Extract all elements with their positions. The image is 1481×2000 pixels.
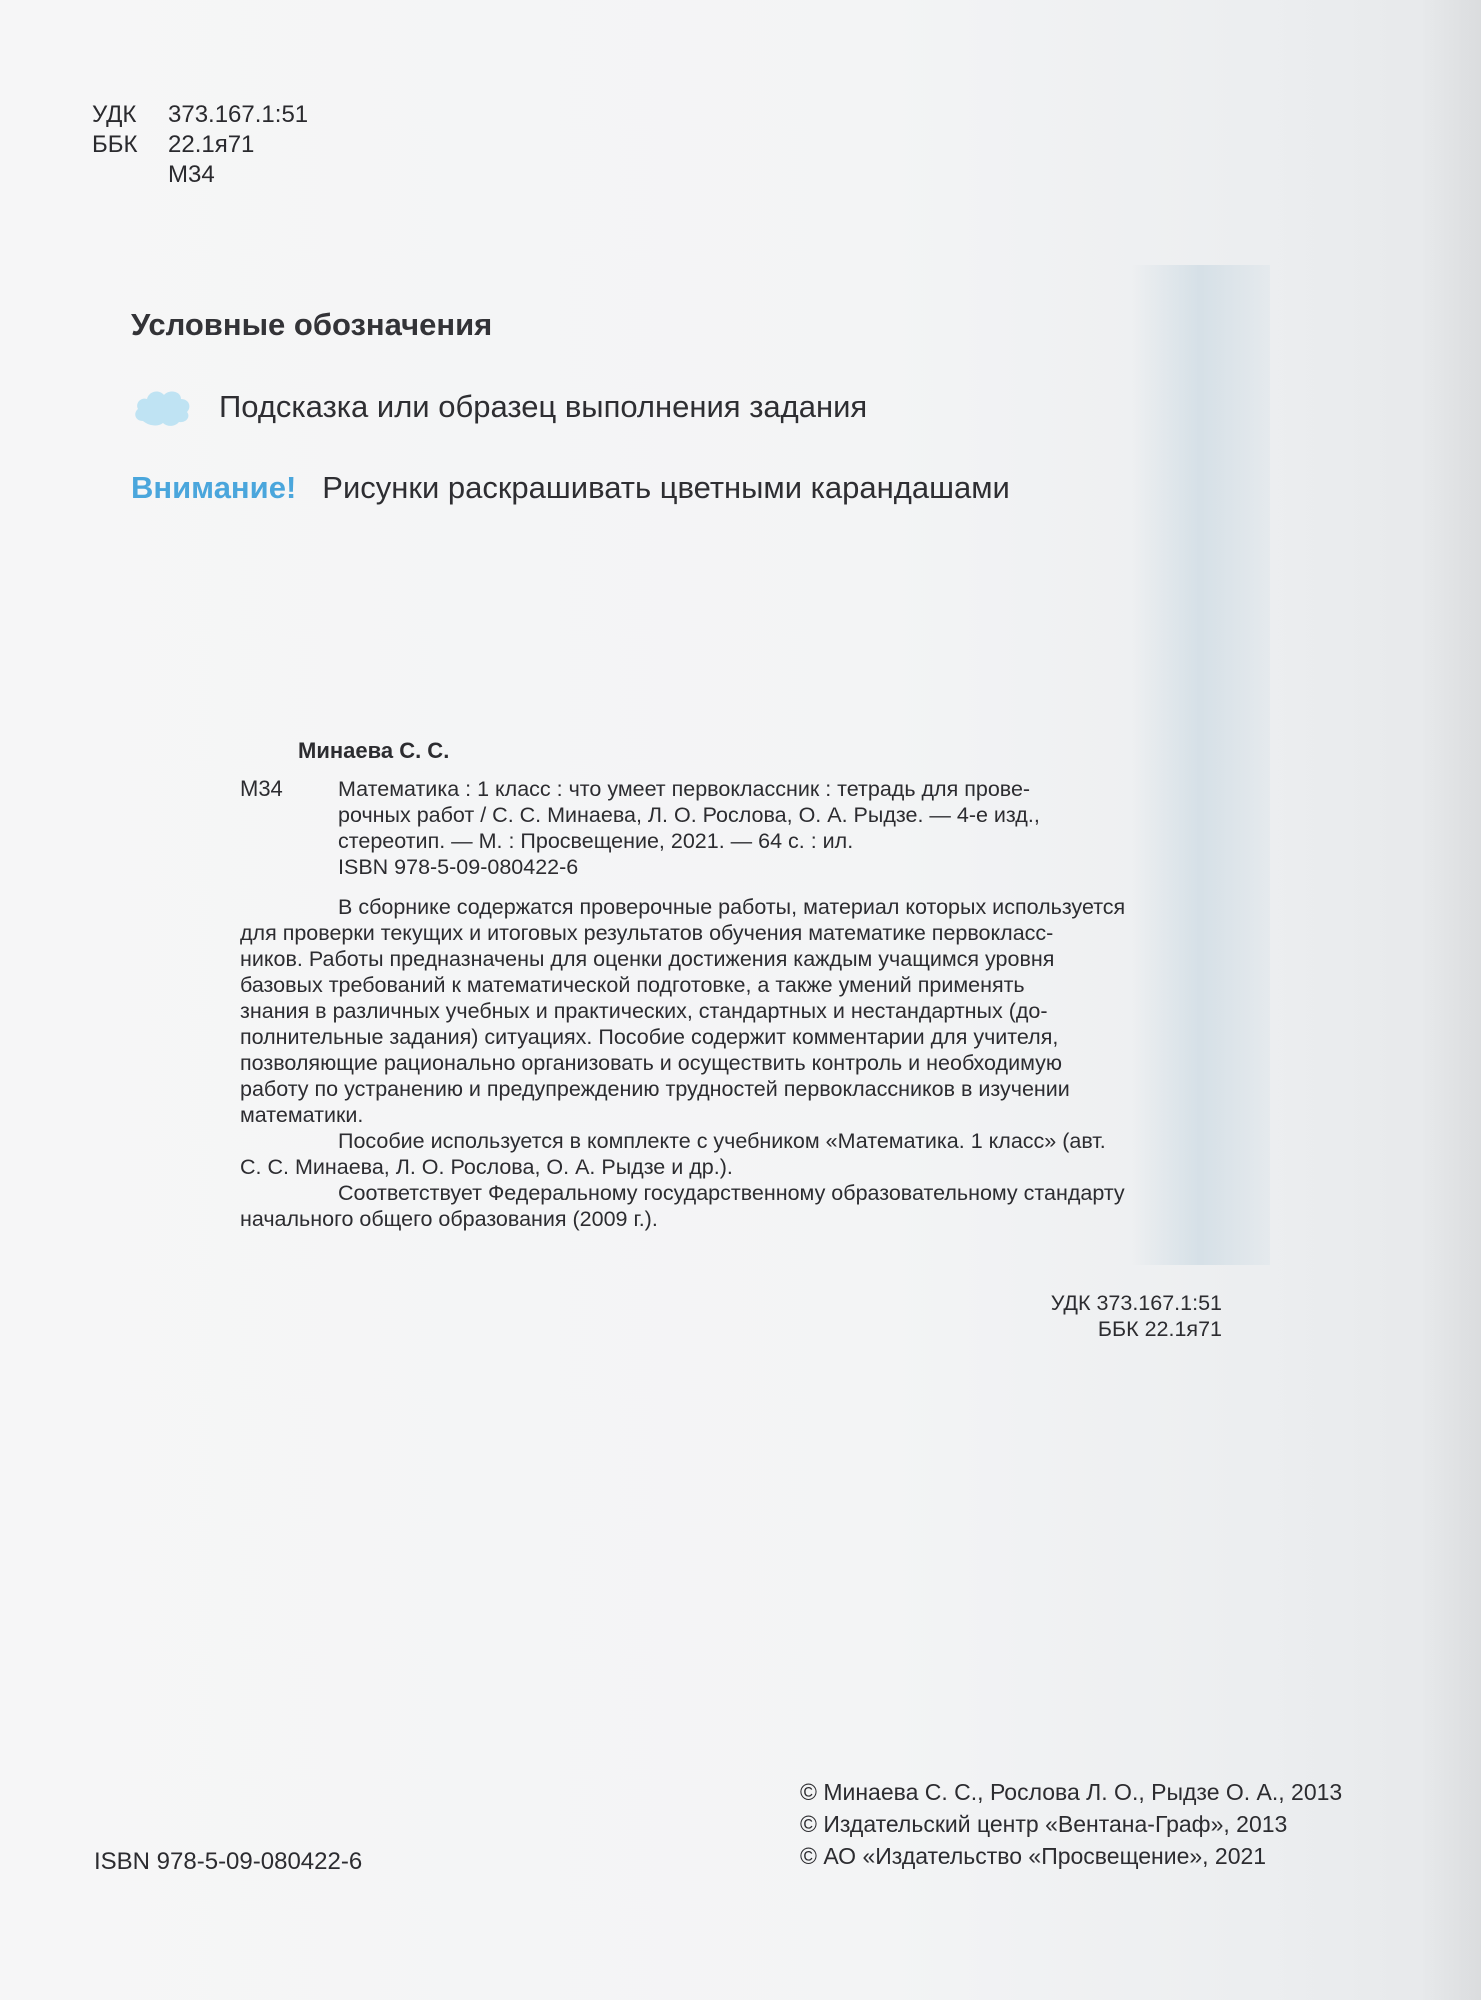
entry-line: стереотип. — М. : Просвещение, 2021. — 64 с. : ил. [338,829,854,853]
udk-label: УДК [92,101,137,128]
author-mark: М34 [168,161,215,188]
udk-value: 373.167.1:51 [168,101,309,128]
abstract-line: В сборнике содержатся проверочные работы, материал которых используется [338,895,1126,919]
cloud-icon [131,385,193,429]
bbk-value: 22.1я71 [168,131,255,158]
record-bbk: ББК 22.1я71 [1097,1317,1222,1341]
footer-isbn: ISBN 978-5-09-080422-6 [94,1848,363,1875]
author-mark-row [92,160,308,190]
abstract-line: знания в различных учебных и практических, стандартных и нестандартных (до- [240,999,1048,1023]
attention-text: Рисунки раскрашивать цветными карандашами [322,470,1010,505]
hint-row [131,385,867,429]
udk-row [92,100,308,130]
abstract-line: полнительные задания) ситуациях. Пособие содержит комментарии для учителя, [240,1025,1059,1049]
record-isbn: ISBN 978-5-09-080422-6 [338,855,579,879]
record-udk: УДК 373.167.1:51 [1050,1291,1222,1315]
page-edge-shadow [1421,0,1481,2000]
abstract-line: позволяющие рационально организовать и осуществить контроль и необходимую [240,1051,1062,1075]
bbk-row [92,130,308,160]
entry-line: рочных работ / С. С. Минаева, Л. О. Рослова, О. А. Рыдзе. — 4-е изд., [338,803,1040,827]
copyright-line: © Минаева С. С., Рослова Л. О., Рыдзе О. А., 2013 [800,1779,1343,1805]
entry-line: Математика : 1 класс : что умеет первоклассник : тетрадь для прове- [338,777,1031,801]
classification-block [92,100,308,190]
hint-text: Подсказка или образец выполнения задания [219,389,868,424]
copyright-block [800,1776,1342,1872]
copyright-line: © Издательский центр «Вентана-Граф», 2013 [800,1811,1288,1837]
record-code: М34 [240,776,283,801]
abstract-line: математики. [240,1103,364,1127]
attention-row [131,470,1010,506]
standard-line: начального общего образования (2009 г.). [240,1207,658,1231]
attention-label: Внимание! [131,470,297,505]
copyright-line: © АО «Издательство «Просвещение», 2021 [800,1843,1267,1869]
abstract-line: ников. Работы предназначены для оценки достижения каждым учащимся уровня [240,947,1055,971]
complement-line: С. С. Минаева, Л. О. Рослова, О. А. Рыдзе и др.). [240,1155,733,1179]
record-classification [1017,1290,1222,1342]
legend-title: Условные обозначения [131,307,493,342]
abstract-line: работу по устранению и предупреждению трудностей первоклассников в изучении [240,1077,1070,1101]
standard-line: Соответствует Федеральному государственному образовательному стандарту [338,1181,1125,1205]
record-author: Минаева С. С. [298,738,450,763]
record-entry [338,776,1222,880]
abstract-line: для проверки текущих и итоговых результатов обучения математике первокласс- [240,921,1054,945]
bbk-label: ББК [92,131,138,158]
abstract-line: базовых требований к математической подготовке, а также умений применять [240,973,1025,997]
complement-line: Пособие используется в комплекте с учебником «Математика. 1 класс» (авт. [338,1129,1106,1153]
